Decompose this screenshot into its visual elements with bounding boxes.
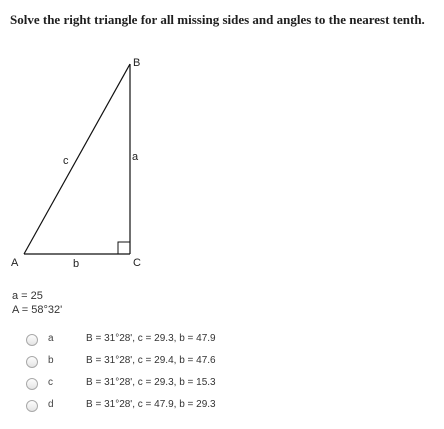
vertex-label-a: A bbox=[11, 257, 19, 269]
side-label-b: b bbox=[73, 258, 80, 270]
answer-option-c[interactable] bbox=[26, 377, 286, 399]
answer-option-d[interactable] bbox=[26, 399, 286, 421]
radio-button-d[interactable] bbox=[26, 400, 38, 412]
radio-button-c[interactable] bbox=[26, 378, 38, 390]
vertex-label-b: B bbox=[133, 57, 141, 69]
option-text-b: B = 31°28', c = 29.4, b = 47.6 bbox=[86, 355, 216, 366]
side-label-a: a bbox=[132, 151, 139, 163]
radio-button-a[interactable] bbox=[26, 334, 38, 346]
side-label-c: c bbox=[63, 155, 69, 167]
given-values bbox=[12, 289, 62, 317]
answer-option-b[interactable] bbox=[26, 355, 286, 377]
question-prompt: Solve the right triangle for all missing sides and angles to the nearest tenth. bbox=[10, 12, 425, 27]
answer-options bbox=[26, 333, 286, 421]
option-text-d: B = 31°28', c = 47.9, b = 29.3 bbox=[86, 399, 216, 410]
right-angle-marker bbox=[118, 242, 130, 254]
given-side: a = 25 bbox=[12, 290, 43, 302]
hypotenuse-c bbox=[24, 64, 130, 254]
option-text-c: B = 31°28', c = 29.3, b = 15.3 bbox=[86, 377, 216, 388]
option-letter-a: a bbox=[48, 333, 54, 344]
option-letter-b: b bbox=[48, 355, 54, 366]
given-angle: A = 58°32' bbox=[12, 304, 63, 316]
option-letter-d: d bbox=[48, 399, 54, 410]
radio-button-b[interactable] bbox=[26, 356, 38, 368]
option-letter-c: c bbox=[48, 377, 53, 388]
answer-option-a[interactable] bbox=[26, 333, 286, 355]
vertex-label-c: C bbox=[133, 257, 141, 269]
option-text-a: B = 31°28', c = 29.3, b = 47.9 bbox=[86, 333, 216, 344]
